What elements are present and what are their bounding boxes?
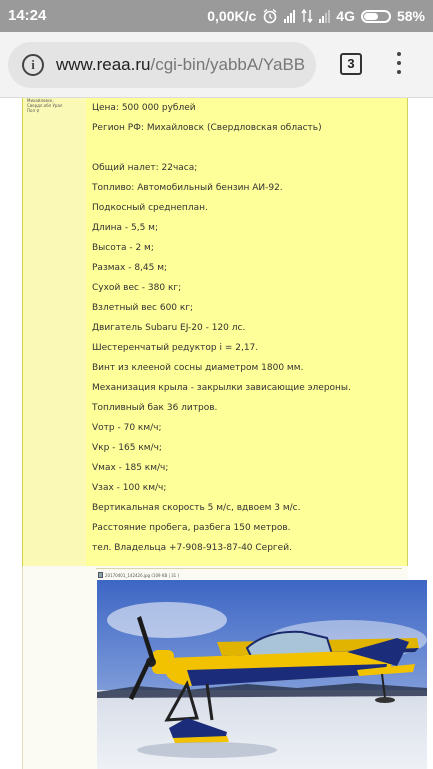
post-line: Вертикальная скорость 5 м/с, вдвоем 3 м/с. xyxy=(92,503,301,513)
divider xyxy=(96,568,402,569)
author-info-line: Михайловск, xyxy=(27,98,54,103)
signal-icon xyxy=(284,10,295,23)
url-host: www.reaa.ru xyxy=(56,55,151,74)
signal-icon-2 xyxy=(319,10,330,23)
post-line: Шестеренчатый редуктор i = 2,17. xyxy=(92,343,259,353)
post-line: Регион РФ: Михайловск (Свердловская область) xyxy=(92,123,322,133)
post-line xyxy=(92,142,412,162)
url-path: /cgi-bin/yabbA/YaBB xyxy=(150,55,306,74)
post-line: Высота - 2 м; xyxy=(92,243,154,253)
post-line: Общий налет: 22часа; xyxy=(92,163,198,173)
author-info-line: Пол ♀ xyxy=(27,108,40,113)
airplane-photo[interactable] xyxy=(97,580,427,769)
tab-switcher-button[interactable]: 3 xyxy=(340,53,362,75)
browser-toolbar xyxy=(0,32,433,98)
author-info-line: Свердл.обл Урал xyxy=(27,103,63,108)
battery-icon xyxy=(361,10,391,23)
battery-percent: 58% xyxy=(396,8,425,24)
post-line: Vотр - 70 км/ч; xyxy=(92,423,162,433)
url-text[interactable] xyxy=(56,55,308,75)
post-line: Механизация крыла - закрылки зависающие элероны. xyxy=(92,383,351,393)
page-content xyxy=(0,98,433,769)
network-type: 4G xyxy=(336,8,355,24)
status-right xyxy=(207,7,425,25)
post-line: Расстояние пробега, разбега 150 метров. xyxy=(92,523,291,533)
status-bar xyxy=(0,0,433,32)
post-line: Сухой вес - 380 кг; xyxy=(92,283,182,293)
post-line: Цена: 500 000 рублей xyxy=(92,103,196,113)
info-icon[interactable]: i xyxy=(22,54,44,76)
attachment-caption[interactable] xyxy=(98,572,179,578)
post-line: Vзах - 100 км/ч; xyxy=(92,483,167,493)
post-line: Длина - 5,5 м; xyxy=(92,223,158,233)
post-author-panel xyxy=(24,98,86,568)
post-line: Топливо: Автомобильный бензин АИ-92. xyxy=(92,183,283,193)
image-file-icon xyxy=(98,572,103,578)
post-line: тел. Владельца +7-908-913-87-40 Сергей. xyxy=(92,543,292,553)
post-line: Размах - 8,45 м; xyxy=(92,263,168,273)
post-line: Топливный бак 36 литров. xyxy=(92,403,218,413)
overflow-menu-icon[interactable] xyxy=(392,52,406,78)
net-speed: 0,00K/с xyxy=(207,8,257,24)
address-bar[interactable] xyxy=(8,42,316,88)
post-line: Подкосный среднеплан. xyxy=(92,203,208,213)
post-line: Двигатель Subaru EJ-20 - 120 лс. xyxy=(92,323,246,333)
post-body xyxy=(92,102,412,562)
post-line: Vмах - 185 км/ч; xyxy=(92,463,169,473)
post-line: Винт из клееной сосны диаметром 1800 мм. xyxy=(92,363,304,373)
airplane-image xyxy=(97,580,427,769)
alarm-icon xyxy=(262,8,278,24)
post-line: Взлетный вес 600 кг; xyxy=(92,303,194,313)
author-info xyxy=(27,98,87,113)
data-transfer-icon xyxy=(301,8,313,24)
status-time: 14:24 xyxy=(8,7,47,24)
post-line: Vкр - 165 км/ч; xyxy=(92,443,162,453)
attachment-filename[interactable]: 20170401_142426.jpg (109 KB | 31 ) xyxy=(105,572,180,578)
